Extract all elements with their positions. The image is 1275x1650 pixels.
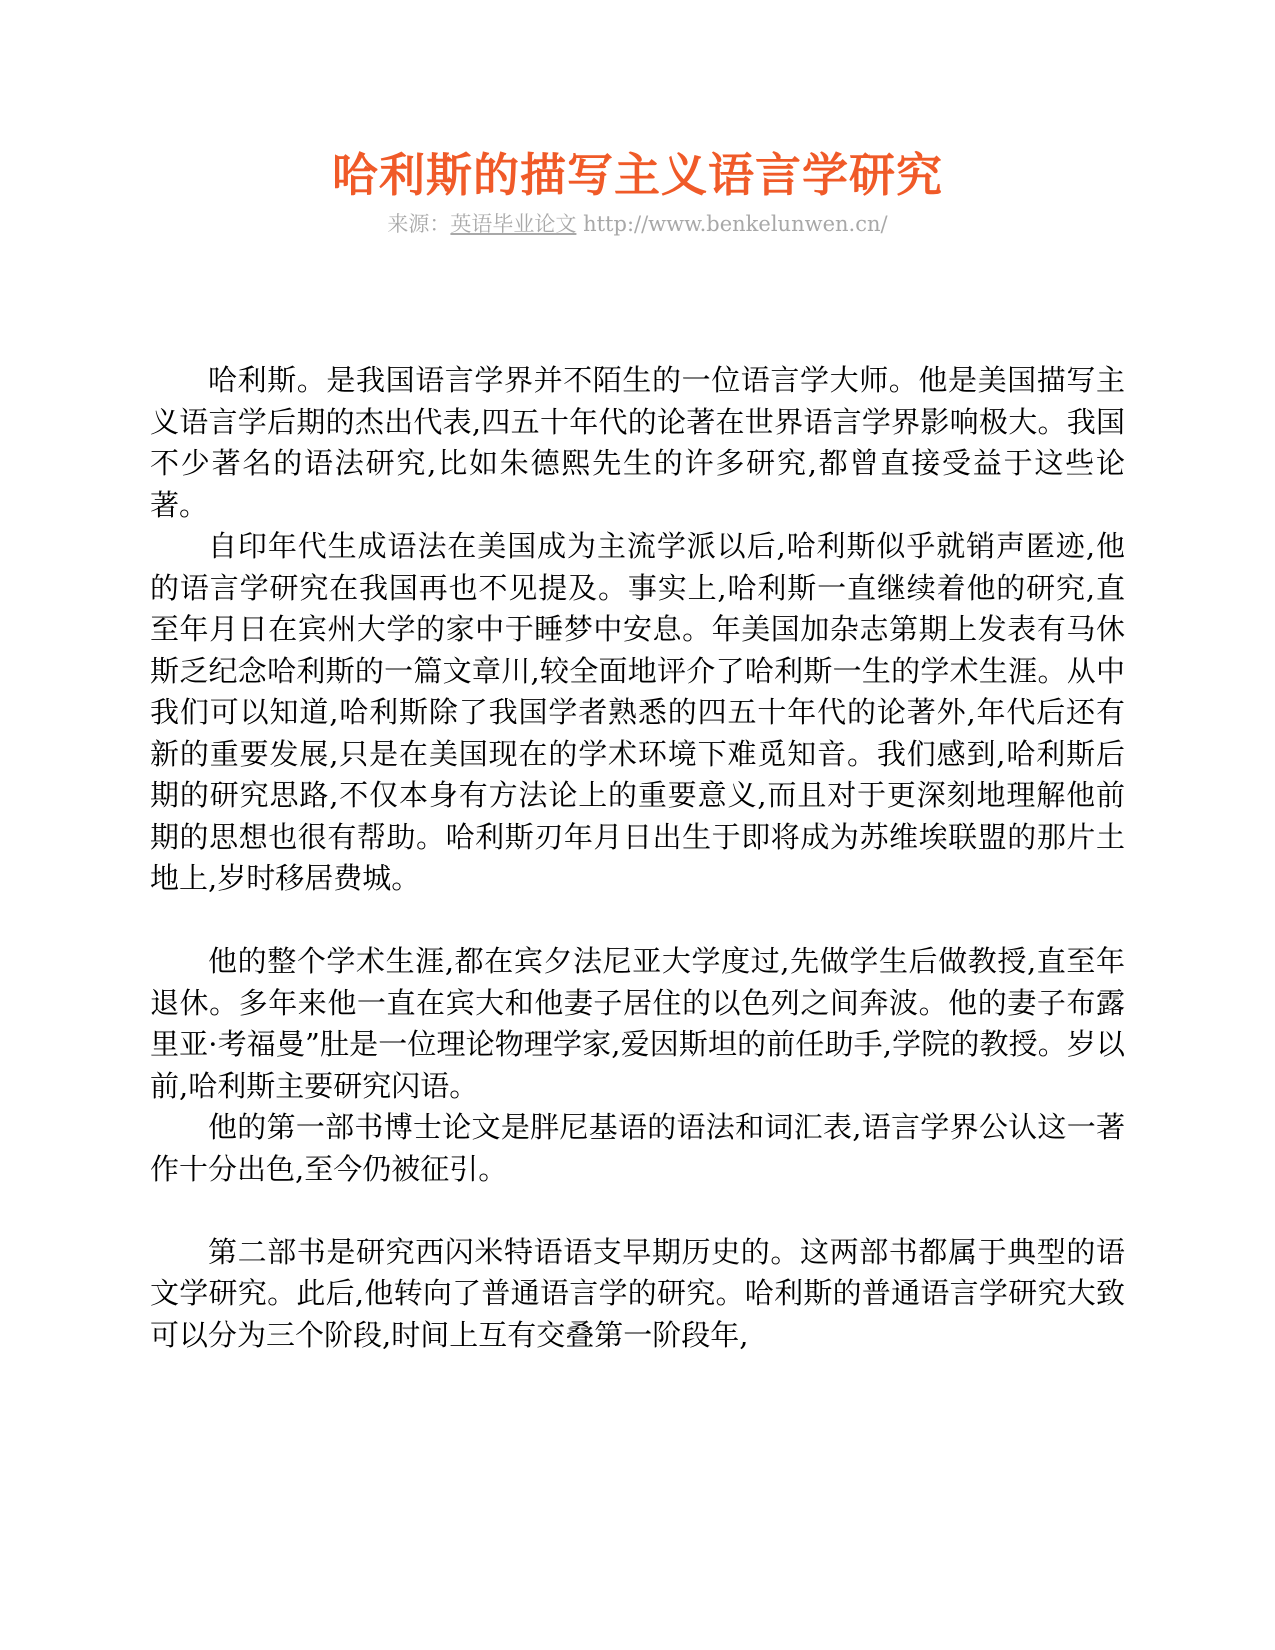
source-url: http://www.benkelunwen.cn/ <box>576 212 888 236</box>
source-label: 来源： <box>387 212 451 236</box>
paragraph: 自印年代生成语法在美国成为主流学派以后,哈利斯似乎就销声匿迹,他的语言学研究在我国再也不见提及。事实上,哈利斯一直继续着他的研究,直至年月日在宾州大学的家中于睡梦中安息。年美国加杂志第期上发表有马休斯乏纪念哈利斯的一篇文章川,较全面地评介了哈利斯一生的学术生涯。从中我们可以知道,哈利斯除了我国学者熟悉的四五十年代的论著外,年代后还有新的重要发展,只是在美国现在的学术环境下难觅知音。我们感到,哈利斯后期的研究思路,不仅本身有方法论上的重要意义,而且对于更深刻地理解他前期的思想也很有帮助。哈利斯刃年月日出生于即将成为苏维埃联盟的那片土地上,岁时移居费城。 <box>150 529 1125 895</box>
paragraph: 哈利斯。是我国语言学界并不陌生的一位语言学大师。他是美国描写主义语言学后期的杰出代表,四五十年代的论著在世界语言学界影响极大。我国不少著名的语法研究,比如朱德熙先生的许多研究,都曾直接受益于这些论著。 <box>150 363 1125 522</box>
source-link[interactable]: 英语毕业论文 <box>450 212 577 236</box>
paragraph-gap <box>150 900 1125 942</box>
document-body <box>150 360 1125 1356</box>
paragraph: 他的第一部书博士论文是胖尼基语的语法和词汇表,语言学界公认这一著作十分出色,至今仍被征引。 <box>150 1110 1125 1186</box>
paragraph: 第二部书是研究西闪米特语语支早期历史的。这两部书都属于典型的语文学研究。此后,他转向了普通语言学的研究。哈利斯的普通语言学研究大致可以分为三个阶段,时间上互有交叠第一阶段年, <box>150 1234 1125 1352</box>
paragraph: 他的整个学术生涯,都在宾夕法尼亚大学度过,先做学生后做教授,直至年退休。多年来他一直在宾大和他妻子居住的以色列之间奔波。他的妻子布露里亚·考福曼”肚是一位理论物理学家,爱因斯坦的前任助手,学院的教授。岁以前,哈利斯主要研究闪语。 <box>150 944 1125 1103</box>
paragraph-gap <box>150 1190 1125 1232</box>
source-line <box>0 210 1275 238</box>
document-title: 哈利斯的描写主义语言学研究 <box>332 148 943 202</box>
